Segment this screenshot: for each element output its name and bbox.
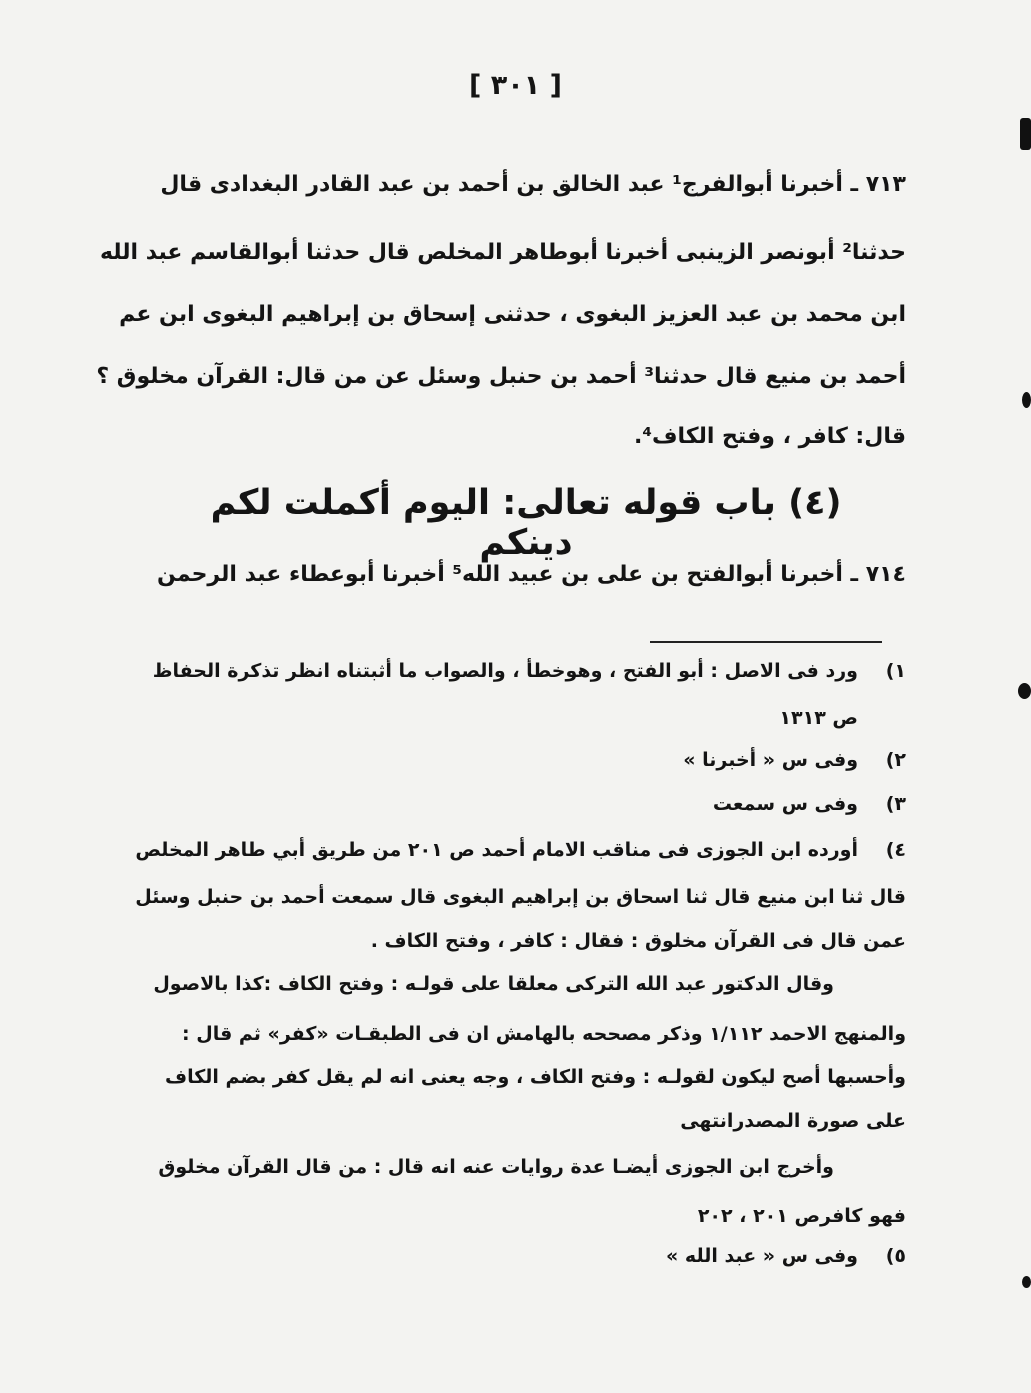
scan-mark — [1020, 118, 1031, 150]
footnote-1-line-1: ورد فى الاصل : أبو الفتح ، وهوخطأ ، والصواب ما أثبتناه انظر تذكرة الحفاظ — [152, 660, 858, 682]
footnote-1-continued — [186, 707, 906, 729]
footnote-4-number: ٤) — [885, 839, 906, 861]
footnote-3 — [186, 793, 906, 815]
footnote-4-line-3: عمن قال فى القرآن مخلوق : فقال : كافر ، وفتح الكاف . — [370, 930, 906, 952]
footnote-1 — [152, 660, 906, 682]
footnote-1-line-2: ص ١٣١٣ — [779, 707, 858, 729]
footnote-4-line-2: قال ثنا ابن منيع قال ثنا اسحاق بن إبراهيم البغوى قال سمعت أحمد بن حنبل وسئل — [135, 886, 906, 908]
footnote-4-line-5: والمنهج الاحمد ١/١١٢ وذكر مصححه بالهامش ان فى الطبقـات «كفر» ثم قال : — [182, 1023, 906, 1045]
footnote-4-line-4: وقال الدكتور عبد الله التركى معلقا على قولـه : وفتح الكاف :كذا بالاصول — [153, 973, 834, 995]
hadith-713-line-3: ابن محمد بن عبد العزيز البغوى ، حدثنى إسحاق بن إبراهيم البغوى ابن عم — [119, 302, 906, 327]
footnote-4-line-8: وأخرج ابن الجوزى أيضـا عدة روايات عنه انه قال : من قال القرآن مخلوق — [158, 1156, 834, 1178]
footnote-5-number: ٥) — [885, 1245, 906, 1267]
page-number: [ ٣٠١ ] — [469, 70, 562, 101]
hadith-713-line-2: حدثنا² أبونصر الزينبى أخبرنا أبوطاهر المخلص قال حدثنا أبوالقاسم عبد الله — [99, 240, 906, 265]
footnote-2-text: وفى س « أخبرنا » — [683, 749, 858, 771]
footnote-3-text: وفى س سمعت — [712, 793, 858, 815]
footnote-5-text: وفى س « عبد الله » — [666, 1245, 858, 1267]
footnote-2 — [186, 749, 906, 771]
footnote-4 — [135, 839, 906, 861]
hadith-714-line-1: ٧١٤ ـ أخبرنا أبوالفتح بن على بن عبيد الله⁵ أخبرنا أبوعطاء عبد الرحمن — [157, 562, 906, 587]
footnote-3-number: ٣) — [885, 793, 906, 815]
chapter-heading: (٤) باب قوله تعالى: اليوم أكملت لكم دينكم — [210, 483, 842, 563]
scan-mark — [1022, 392, 1031, 408]
footnote-separator — [650, 641, 882, 643]
footnote-2-number: ٢) — [885, 749, 906, 771]
footnote-5 — [186, 1245, 906, 1267]
scan-mark — [1022, 1276, 1031, 1288]
footnote-4-line-1: أورده ابن الجوزى فى مناقب الامام أحمد ص ٢٠١ من طريق أبي طاهر المخلص — [135, 839, 858, 861]
hadith-713-line-4: أحمد بن منيع قال حدثنا³ أحمد بن حنبل وسئل عن من قال: القرآن مخلوق ؟ — [96, 364, 906, 389]
hadith-713-line-5: قال: كافر ، وفتح الكاف⁴. — [633, 424, 906, 449]
scan-mark — [1018, 683, 1031, 699]
footnote-4-line-7: على صورة المصدرانتهى — [680, 1110, 906, 1132]
hadith-713-line-1: ٧١٣ ـ أخبرنا أبوالفرج¹ عبد الخالق بن أحمد بن عبد القادر البغدادى قال — [160, 172, 906, 197]
footnote-1-number: ١) — [885, 660, 906, 682]
footnote-4-line-6: وأحسبها أصح ليكون لقولـه : وفتح الكاف ، وجه يعنى انه لم يقل كفر بضم الكاف — [165, 1066, 906, 1088]
footnote-4-line-9: فهو كافرص ٢٠١ ، ٢٠٢ — [697, 1205, 906, 1227]
